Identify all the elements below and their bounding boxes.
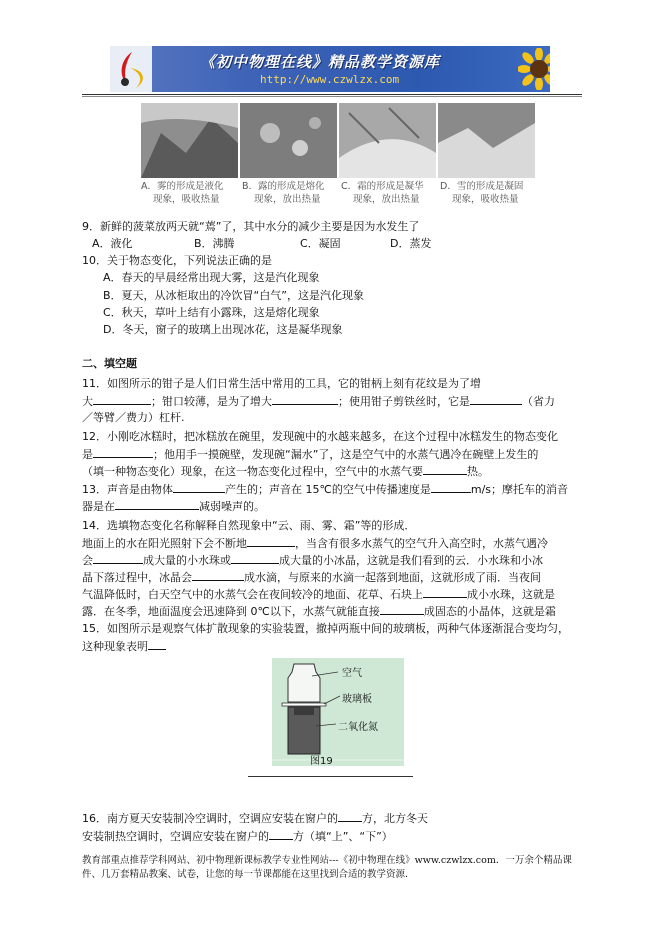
- text: ；他用手一摸碗壁，发现碗“漏水”了，这是空气中的水蒸气遇冷在碗壁上发生的: [153, 448, 539, 461]
- diffusion-figure: [272, 658, 404, 766]
- caption-c: [341, 180, 451, 206]
- q11-line3: ／等臂／费力）杠杆.: [82, 411, 185, 424]
- text: 安装制热空调时，空调应安装在窗户的: [82, 830, 269, 843]
- q14-line5: [82, 586, 555, 602]
- banner-title: 《初中物理在线》精品教学资源库: [200, 53, 441, 71]
- q9-stem: 9．新鲜的菠菜放两天就“蔫”了，其中水分的减少主要是因为水发生了: [82, 220, 420, 233]
- q10-stem: 10．关于物态变化，下列说法正确的是: [82, 254, 272, 267]
- text: 会: [82, 554, 93, 567]
- text: 成小水珠，这就是: [467, 588, 555, 601]
- answer-blank[interactable]: [173, 481, 225, 493]
- q9-option-a: A．液化: [92, 237, 133, 250]
- text: 方，北方冬天: [362, 812, 428, 825]
- text: ，当含有很多水蒸气的空气升入高空时，水蒸气遇冷: [295, 537, 548, 550]
- text: 气温降低时，白天空气中的水蒸气会在夜间较冷的地面、花草、石块上: [82, 588, 423, 601]
- q14-line6: [82, 603, 556, 619]
- figure-caption: 图19: [310, 756, 333, 767]
- caption-line: 现象，吸收热量: [452, 194, 519, 205]
- text: ；使用钳子剪铁丝时，它是: [338, 395, 470, 408]
- text: 是: [82, 448, 93, 461]
- logo-icon: [110, 46, 152, 92]
- site-logo: [110, 46, 152, 92]
- text: 成大量的小水珠或: [143, 554, 231, 567]
- label-no2: 二氧化氮: [338, 722, 378, 733]
- label-air: 空气: [342, 668, 362, 679]
- q10-option-c: C．秋天，草叶上结有小露珠，这是熔化现象: [103, 306, 320, 319]
- fog-photo: [141, 103, 238, 178]
- dew-photo: [240, 103, 337, 178]
- answer-blank[interactable]: [148, 638, 166, 650]
- snow-photo: [438, 103, 535, 178]
- answer-blank[interactable]: [380, 603, 424, 615]
- caption-line: 现象，放出热量: [254, 194, 321, 205]
- answer-blank[interactable]: [338, 810, 362, 822]
- answer-blank[interactable]: [192, 569, 244, 581]
- caption-line: D．雪的形成是凝固: [440, 181, 524, 192]
- frost-photo: [339, 103, 436, 178]
- caption-line: C．霜的形成是凝华: [341, 181, 424, 192]
- caption-line: 现象，吸收热量: [153, 194, 220, 205]
- answer-blank[interactable]: [247, 535, 295, 547]
- answer-blank[interactable]: [272, 393, 338, 405]
- q16-line2: [82, 828, 393, 844]
- answer-blank[interactable]: [470, 393, 522, 405]
- q14-line3: [82, 552, 543, 568]
- answer-blank[interactable]: [269, 828, 293, 840]
- site-banner: [110, 46, 550, 92]
- q15-line2: [82, 638, 166, 654]
- q14-line4: [82, 569, 541, 585]
- text: 晶下落过程中，冰晶会: [82, 571, 192, 584]
- answer-blank[interactable]: [93, 393, 151, 405]
- label-glass-plate: 玻璃板: [342, 694, 372, 705]
- text: 成大量的小冰晶，这就是我们看到的云．小水珠和小冰: [279, 554, 543, 567]
- text: （填一种物态变化）现象，在这一物态变化过程中，空气中的水蒸气要: [82, 465, 423, 478]
- text: 13．声音是由物体: [82, 483, 173, 496]
- answer-blank[interactable]: [431, 481, 471, 493]
- text: 减弱噪声的。: [199, 500, 265, 513]
- text: 16．南方夏天安装制冷空调时，空调应安装在窗户的: [82, 812, 338, 825]
- q10-option-a: A．春天的早晨经常出现大雾，这是汽化现象: [103, 271, 320, 284]
- section-heading: 二、填空题: [82, 357, 137, 370]
- q10-option-d: D．冬天，窗子的玻璃上出现冰花，这是凝华现象: [103, 323, 343, 336]
- text: 器是在: [82, 500, 115, 513]
- text: m/s；摩托车的消音: [470, 483, 569, 496]
- banner-url[interactable]: http://www.czwlzx.com: [260, 73, 400, 86]
- text: ；钳口较薄，是为了增大: [151, 395, 272, 408]
- footer-line: 件、几万套精品教案、试卷，让您的每一节课都能在这里找到合适的教学资源．: [82, 869, 415, 880]
- caption-a: [141, 180, 251, 206]
- q12-line2: [82, 446, 538, 462]
- q9-option-b: B．沸腾: [194, 237, 235, 250]
- caption-line: B．露的形成是熔化: [242, 181, 325, 192]
- q12-line1: 12．小刚吃冰糕时，把冰糕放在碗里，发现碗中的水越来越多，在这个过程中冰糕发生的物态变化: [82, 430, 558, 443]
- text: 这种现象表明: [82, 640, 148, 653]
- answer-blank[interactable]: [93, 446, 153, 458]
- q10-option-b: B．夏天，从冰柜取出的冷饮冒“白气”，这是汽化现象: [103, 289, 364, 302]
- caption-line: 现象，放出热量: [353, 194, 420, 205]
- text: 成固态的小晶体，这就是霜: [423, 605, 556, 618]
- sunflower-icon: [518, 48, 550, 90]
- footer-line: 教育部重点推荐学科网站、初中物理新课标教学专业性网站---《初中物理在线》www.czwlzx.com．一万余个精品课: [82, 855, 572, 866]
- q11-line2: [82, 393, 555, 409]
- answer-blank[interactable]: [231, 552, 279, 564]
- answer-blank[interactable]: [93, 552, 143, 564]
- page-footer: [82, 854, 582, 882]
- text: 露．在冬季，地面温度会迅速降到 0℃以下，水蒸气就能直接: [82, 605, 380, 618]
- answer-blank[interactable]: [115, 498, 199, 510]
- q16-line1: [82, 810, 428, 826]
- q13-line2: [82, 498, 265, 514]
- figure-rule: [248, 776, 413, 777]
- q12-line3: [82, 463, 489, 479]
- text: 大: [82, 395, 93, 408]
- q15-line1: 15．如图所示是观察气体扩散现象的实验装置，撤掉两瓶中间的玻璃板，两种气体逐渐混合变均匀，: [82, 622, 569, 635]
- text: 方（填“上”、“下”）: [293, 830, 393, 843]
- caption-line: A．雾的形成是液化: [141, 181, 224, 192]
- header-rule: [82, 94, 582, 95]
- answer-blank[interactable]: [423, 463, 467, 475]
- q11-line1: 11．如图所示的钳子是人们日常生活中常用的工具，它的钳柄上刻有花纹是为了增: [82, 377, 481, 390]
- diffusion-apparatus-diagram: [272, 658, 404, 766]
- text: 产生的；声音在 15℃的空气中传播速度是: [225, 483, 431, 496]
- answer-blank[interactable]: [423, 586, 467, 598]
- text: 热。: [467, 465, 489, 478]
- header-rule-secondary: [82, 96, 582, 97]
- q9-option-c: C．凝固: [300, 237, 341, 250]
- text: 成水滴，与原来的水滴一起落到地面，这就形成了雨．当夜间: [244, 571, 541, 584]
- text: 地面上的水在阳光照射下会不断地: [82, 537, 247, 550]
- text: （省力: [522, 395, 555, 408]
- q9-option-d: D．蒸发: [390, 237, 432, 250]
- q14-line2: [82, 535, 548, 551]
- q13-line1: [82, 481, 568, 497]
- caption-d: [440, 180, 550, 206]
- caption-b: [242, 180, 352, 206]
- q14-line1: 14．选填物态变化名称解释自然现象中“云、雨、雾、霜”等的形成．: [82, 519, 416, 532]
